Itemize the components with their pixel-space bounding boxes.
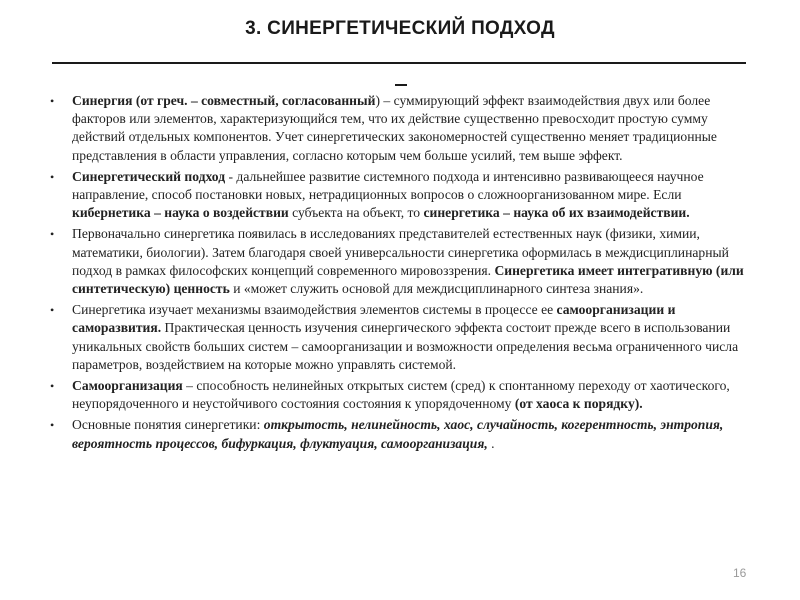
bullet-text [72, 225, 762, 298]
bold-term: Синергия (от греч. – совместный, согласованный [72, 93, 376, 108]
bullet-list [50, 92, 762, 456]
bold-term: синергетика – наука об их взаимодействии. [423, 205, 690, 221]
bullet-item-synergetic-approach [50, 168, 762, 223]
text-run: – способность нелинейных открытых систем (сред) к спонтанному переходу от хаотического, неупорядоченного и неустойчивого состояния состояния к упорядоченному [72, 378, 730, 412]
bullet-dot-icon: • [50, 94, 55, 108]
text-run: Первоначально синергетика появилась в исследованиях представителей естественных наук (физики, химии, математики, биологии). Затем благодаря своей универсальности синергетика оформилась в междисциплинарный подход в рамках философских концепций современного мировоззрения. [72, 226, 729, 278]
bullet-item-synergy-definition [50, 92, 762, 165]
bold-term: Синергетический подход [72, 168, 226, 184]
bullet-text [72, 168, 762, 223]
page-number: 16 [733, 566, 747, 580]
bullet-item-basic-concepts [50, 416, 762, 452]
bullet-dot-icon: • [50, 227, 55, 242]
bullet-text [72, 301, 762, 374]
slide-title: 3. СИНЕРГЕТИЧЕСКИЙ ПОДХОД [245, 18, 555, 39]
bold-term: Самоорганизация [72, 378, 183, 394]
bullet-dot-icon: • [50, 379, 55, 394]
bullet-item-origin [50, 225, 762, 298]
text-run: - дальнейшее развитие системного подхода и интенсивно развивающееся научное направление, способ постановки новых, нетрадиционных вопросов о сложноорганизованном мире. Если [72, 168, 704, 203]
bullet-dot-icon: • [50, 418, 55, 433]
text-run: Практическая ценность изучения синергического эффекта состоит прежде всего в использовании уникальных свойств больших систем – самоорганизации и возможности определения весьма ограниченного числа параметров, воздействием на которые можно управлять системой. [72, 320, 739, 372]
bold-term: самоорганизации и саморазвития. [72, 302, 676, 336]
bullet-item-self-organization [50, 377, 762, 413]
bullet-text [72, 377, 762, 413]
bullet-dot-icon: • [50, 303, 55, 318]
text-run: . [491, 435, 495, 451]
text-run: Синергетика изучает механизмы взаимодействия элементов системы в процессе ее [72, 302, 557, 318]
bullet-dot-icon: • [50, 169, 55, 184]
text-run: субъекта на объект, то [288, 205, 424, 221]
title-decoration-mark [395, 84, 407, 86]
bold-term: Синергетика имеет интегративную (или синтетическую) ценность [72, 262, 744, 297]
bullet-item-mechanisms [50, 301, 762, 374]
text-run: Основные понятия синергетики: [72, 417, 264, 433]
bullet-text [72, 92, 762, 165]
italic-terms: открытость, нелинейность, хаос, случайность, когерентность, энтропия, вероятность процессов, бифуркация, флуктуация, самоорганизация, [72, 417, 724, 451]
title-underline [52, 62, 746, 64]
text-run: ) – суммирующий эффект взаимодействия двух или более факторов или элементов, характеризующийся тем, что их действие существенно превосходит простую сумму действий отдельных компонентов. Учет синергетических закономерностей существенно меняет традиционные представления в области управления, согласно которым чем больше усилий, тем выше эффект. [72, 93, 717, 163]
text-run: и «может служить основой для междисциплинарного синтеза знания». [229, 281, 644, 297]
bold-term: (от хаоса к порядку). [514, 396, 643, 412]
bold-term: кибернетика – наука о воздействии [72, 205, 289, 221]
bullet-text [72, 416, 762, 452]
